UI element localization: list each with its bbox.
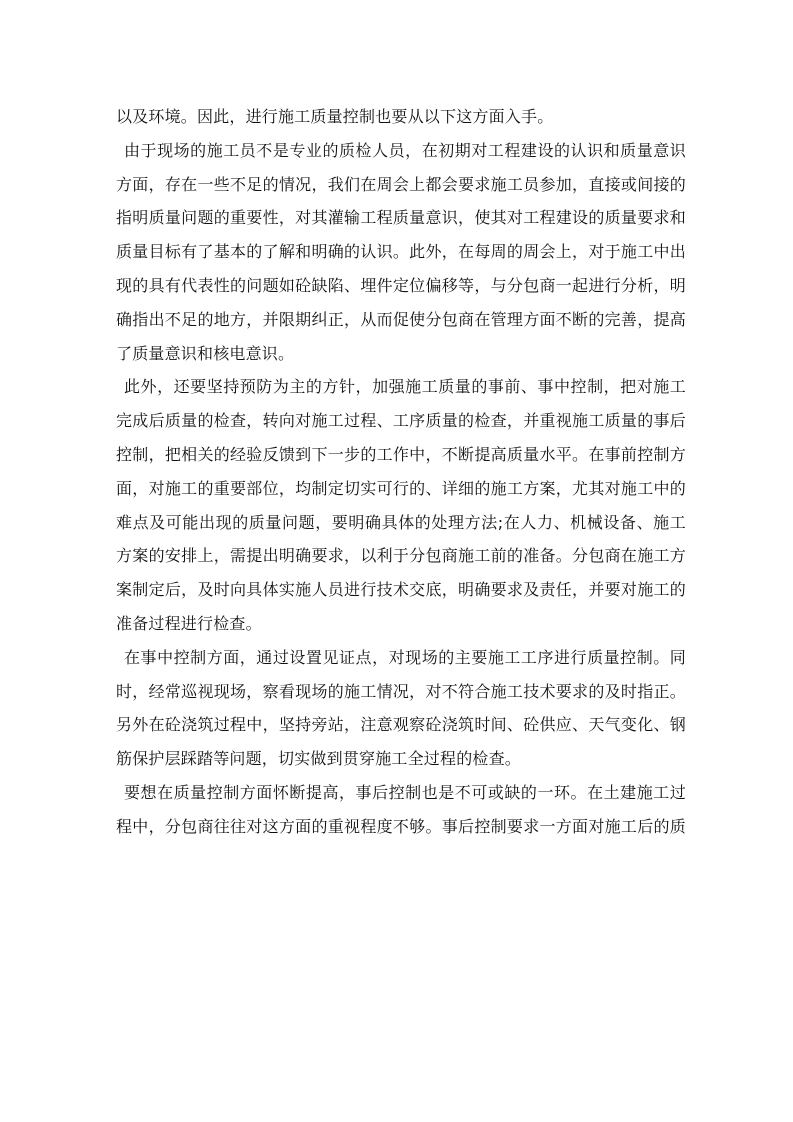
text-line: 时，经常巡视现场，察看现场的施工情况，对不符合施工技术要求的及时指正。 [116,681,686,701]
paragraph-2 [116,370,686,640]
text-line: 质量目标有了基本的了解和明确的认识。此外，在每周的周会上，对于施工中出 [116,242,686,262]
text-line: 指明质量问题的重要性，对其灌输工程质量意识，使其对工程建设的质量要求和 [116,208,686,228]
text-line: 程中，分包商往往对这方面的重视程度不够。事后控制要求一方面对施工后的质 [116,816,686,836]
text-line: 完成后质量的检查，转向对施工过程、工序质量的检查，并重视施工质量的事后 [116,411,686,431]
paragraph-1 [116,134,686,371]
paragraph-3 [116,641,686,776]
text-line: 由于现场的施工员不是专业的质检人员，在初期对工程建设的认识和质量意识 [124,140,686,160]
text-line: 现的具有代表性的问题如砼缺陷、埋件定位偏移等，与分包商一起进行分析，明 [116,275,686,295]
text-line: 确指出不足的地方，并限期纠正，从而促使分包商在管理方面不断的完善，提高 [116,309,686,329]
text-line: 准备过程进行检查。 [116,613,262,633]
text-line: 方案的安排上，需提出明确要求，以利于分包商施工前的准备。分包商在施工方 [116,546,686,566]
text-line: 控制，把相关的经验反馈到下一步的工作中，不断提高质量水平。在事前控制方 [116,444,686,464]
text-line: 另外在砼浇筑过程中，坚持旁站，注意观察砼浇筑时间、砼供应、天气变化、钢 [116,715,686,735]
text-line: 此外，还要坚持预防为主的方针，加强施工质量的事前、事中控制，把对施工 [124,377,686,397]
text-line: 难点及可能出现的质量问题，要明确具体的处理方法;在人力、机械设备、施工 [116,512,686,532]
text-line: 要想在质量控制方面怀断提高，事后控制也是不可或缺的一环。在土建施工过 [124,782,686,802]
text-line: 筋保护层踩踏等问题，切实做到贯穿施工全过程的检查。 [116,749,522,769]
text-line: 面，对施工的重要部位，均制定切实可行的、详细的施工方案，尤其对施工中的 [116,478,686,498]
paragraph-0 [116,100,686,134]
text-line: 在事中控制方面，通过设置见证点，对现场的主要施工工序进行质量控制。同 [124,647,686,667]
text-line: 以及环境。因此，进行施工质量控制也要从以下这方面入手。 [116,107,554,126]
document-body [116,100,686,844]
text-line: 了质量意识和核电意识。 [116,343,295,363]
text-line: 方面，存在一些不足的情况，我们在周会上都会要求施工员参加，直接或间接的 [116,174,686,194]
text-line: 案制定后，及时向具体实施人员进行技术交底，明确要求及责任，并要对施工的 [116,580,686,600]
paragraph-4 [116,776,686,844]
